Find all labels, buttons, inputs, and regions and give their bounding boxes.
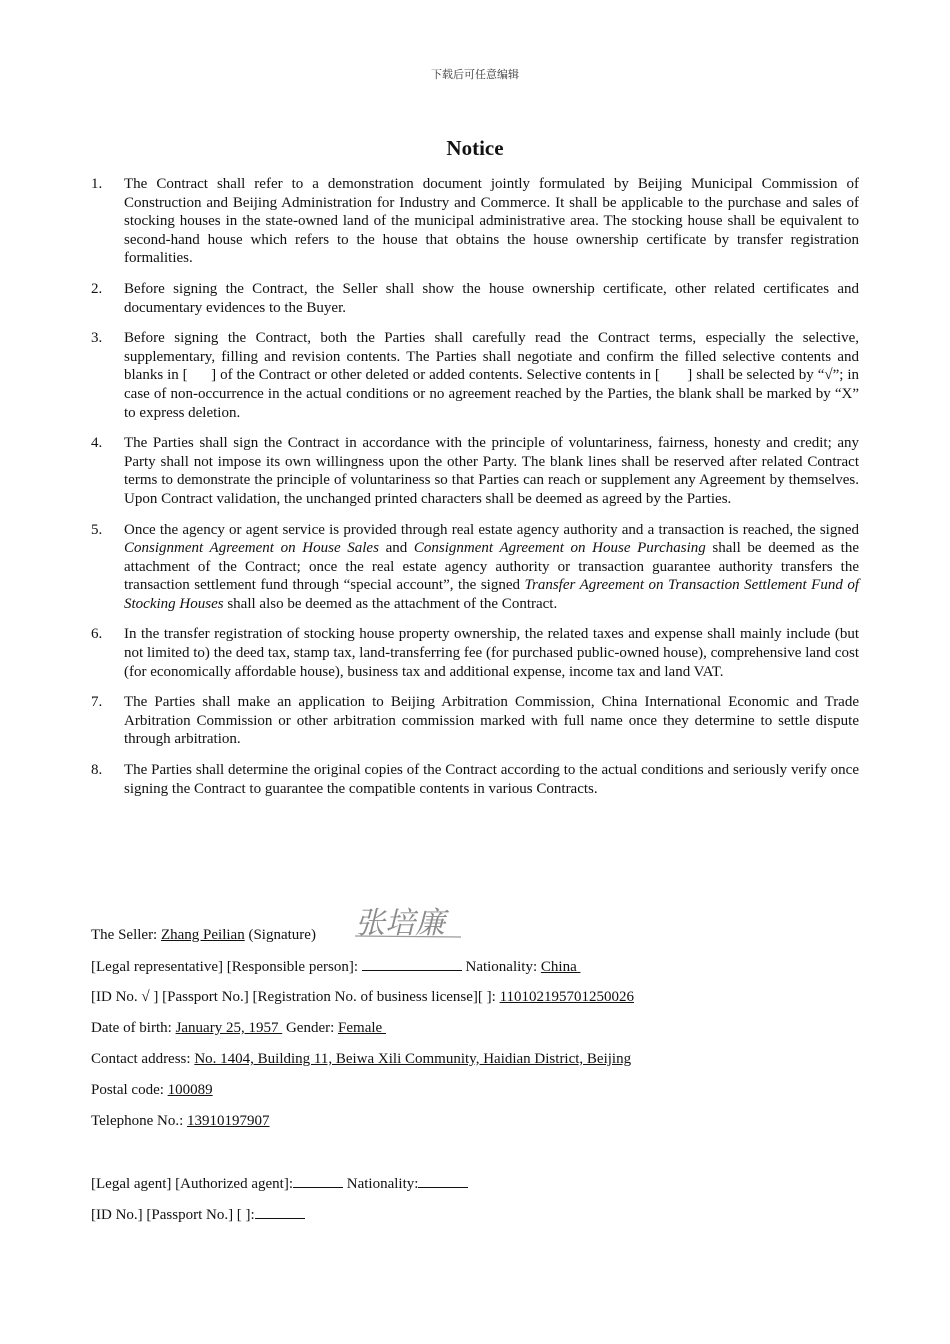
item-text (124, 521, 859, 614)
gender-value: Female (338, 1020, 386, 1036)
seller-line (91, 906, 891, 956)
text-run: Once the agency or agent service is provided through real estate agency authority and a transaction is reached, the signed (124, 521, 859, 538)
agreement-title: Transfer Agreement on Transaction Settlement Fund of Stocking Houses (124, 577, 859, 612)
list-item (91, 693, 859, 749)
agent-id-blank[interactable] (255, 1204, 305, 1219)
text-run: and (378, 540, 414, 557)
phone-value: 13910197907 (187, 1113, 270, 1129)
seller-label: The Seller: (91, 927, 161, 943)
item-number: 6. (91, 626, 103, 643)
nationality-label: Nationality: (461, 959, 541, 975)
agent-nationality-label: Nationality: (343, 1176, 419, 1192)
postal-label: Postal code: (91, 1082, 168, 1098)
address-line (91, 1049, 891, 1080)
item-text: In the transfer registration of stocking house property ownership, the related taxes and expense shall mainly include (but not limited to) the deed tax, stamp tax, land-transferring fee (for purchased public-owned house), comprehensive land cost (for economically affordable house), business tax and additional expense, income tax and land VAT. (124, 626, 859, 680)
legal-rep-blank[interactable] (362, 956, 462, 971)
item-number: 5. (91, 521, 103, 538)
item-text: The Parties shall determine the original copies of the Contract according to the actual conditions and seriously verify once signing the Contract to guarantee the compatible contents in various Contracts. (124, 762, 859, 797)
gender-label: Gender: (282, 1020, 339, 1036)
item-text: Before signing the Contract, the Seller shall show the house ownership certificate, other related certificates and documentary evidences to the Buyer. (124, 280, 859, 316)
agreement-title: Consignment Agreement on House Sales (124, 540, 379, 557)
text-run: shall also be deemed as the attachment of the Contract. (223, 595, 558, 612)
item-number: 4. (91, 435, 103, 452)
agent-nationality-blank[interactable] (418, 1173, 468, 1188)
list-item (91, 521, 859, 614)
text-run: shall be deemed as the attachment of the Contract; once the real estate agency authority or transaction guarantee authority transfers the transaction settlement fund through “special account”, the signed (124, 540, 859, 594)
list-item (91, 175, 859, 268)
spacer (91, 1142, 891, 1173)
agent-id-line (91, 1204, 891, 1235)
agent-line (91, 1173, 891, 1204)
item-text: The Contract shall refer to a demonstration document jointly formulated by Beijing Municipal Commission of Construction and Beijing Administration for Industry and Commerce. It shall be applicable to the purchase and sales of stocking houses in the state-owned land of the municipal administrative area. The stocking house shall be equivalent to second-hand house which refers to the house that obtains the house ownership certificate by transfer registration formalities. (124, 176, 859, 267)
id-label: [ID No. √ ] [Passport No.] [Registration No. of business license][ ]: (91, 989, 500, 1005)
item-number: 7. (91, 694, 103, 711)
list-item (91, 625, 859, 681)
list-item (91, 761, 859, 798)
dob-value: January 25, 1957 (175, 1020, 283, 1036)
notice-list (91, 175, 863, 810)
item-text: The Parties shall make an application to Beijing Arbitration Commission, China International Economic and Trade Arbitration Commission or other arbitration commission marked with full name once they determine to settle dispute through arbitration. (124, 694, 859, 748)
seller-name: Zhang Peilian (160, 927, 245, 943)
handwritten-signature (353, 903, 463, 943)
signature-label: (Signature) (244, 927, 316, 943)
list-item (91, 329, 863, 422)
phone-line (91, 1111, 891, 1142)
agent-label: [Legal agent] [Authorized agent]: (91, 1176, 293, 1192)
page-title: Notice (446, 136, 504, 160)
id-value: 110102195701250026 (499, 989, 635, 1005)
legal-rep-line (91, 956, 891, 987)
address-value: No. 1404, Building 11, Beiwa Xili Community, Haidian District, Beijing (194, 1051, 632, 1067)
item-number: 2. (91, 280, 103, 297)
postal-line (91, 1080, 891, 1111)
list-item (91, 434, 859, 508)
item-text: The Parties shall sign the Contract in accordance with the principle of voluntariness, fairness, honesty and credit; any Party shall not impose its own willingness upon the other Party. The blank lines shall be reserved after related Contract terms to demonstrate the principle of voluntariness so that Parties can reach or supplement any Agreement by themselves. Upon Contract validation, the unchanged printed characters shall be deemed as agreed by the Parties. (124, 435, 859, 507)
seller-info-block (91, 906, 891, 1235)
item-number: 3. (91, 330, 103, 347)
item-text: Before signing the Contract, both the Parties shall carefully read the Contract terms, especially the selective, supplementary, filling and revision contents. The Parties shall negotiate and confirm the filled selective contents and blanks in [ ] of the Contract or other deleted or added contents. Selective contents in [ ] shall be selected by “√”; in case of non-occurrence in the actual conditions or no agreement reached by the Parties, the blank shall be marked by “X” to express deletion. (124, 330, 863, 421)
item-number: 8. (91, 762, 103, 779)
agreement-title: Consignment Agreement on House Purchasing (413, 540, 706, 557)
signature-glyphs: 张培廉 (355, 906, 445, 941)
id-line (91, 987, 891, 1018)
postal-value: 100089 (167, 1082, 213, 1098)
address-label: Contact address: (91, 1051, 195, 1067)
dob-line (91, 1018, 891, 1049)
legal-rep-label: [Legal representative] [Responsible person]: (91, 959, 362, 975)
header-note: 下载后可任意编辑 (431, 68, 519, 81)
agent-id-label: [ID No.] [Passport No.] [ ]: (91, 1207, 255, 1223)
list-item (91, 280, 859, 317)
nationality-value: China (540, 959, 581, 975)
phone-label: Telephone No.: (91, 1113, 188, 1129)
dob-label: Date of birth: (91, 1020, 176, 1036)
agent-blank[interactable] (293, 1173, 343, 1188)
item-number: 1. (91, 176, 103, 192)
